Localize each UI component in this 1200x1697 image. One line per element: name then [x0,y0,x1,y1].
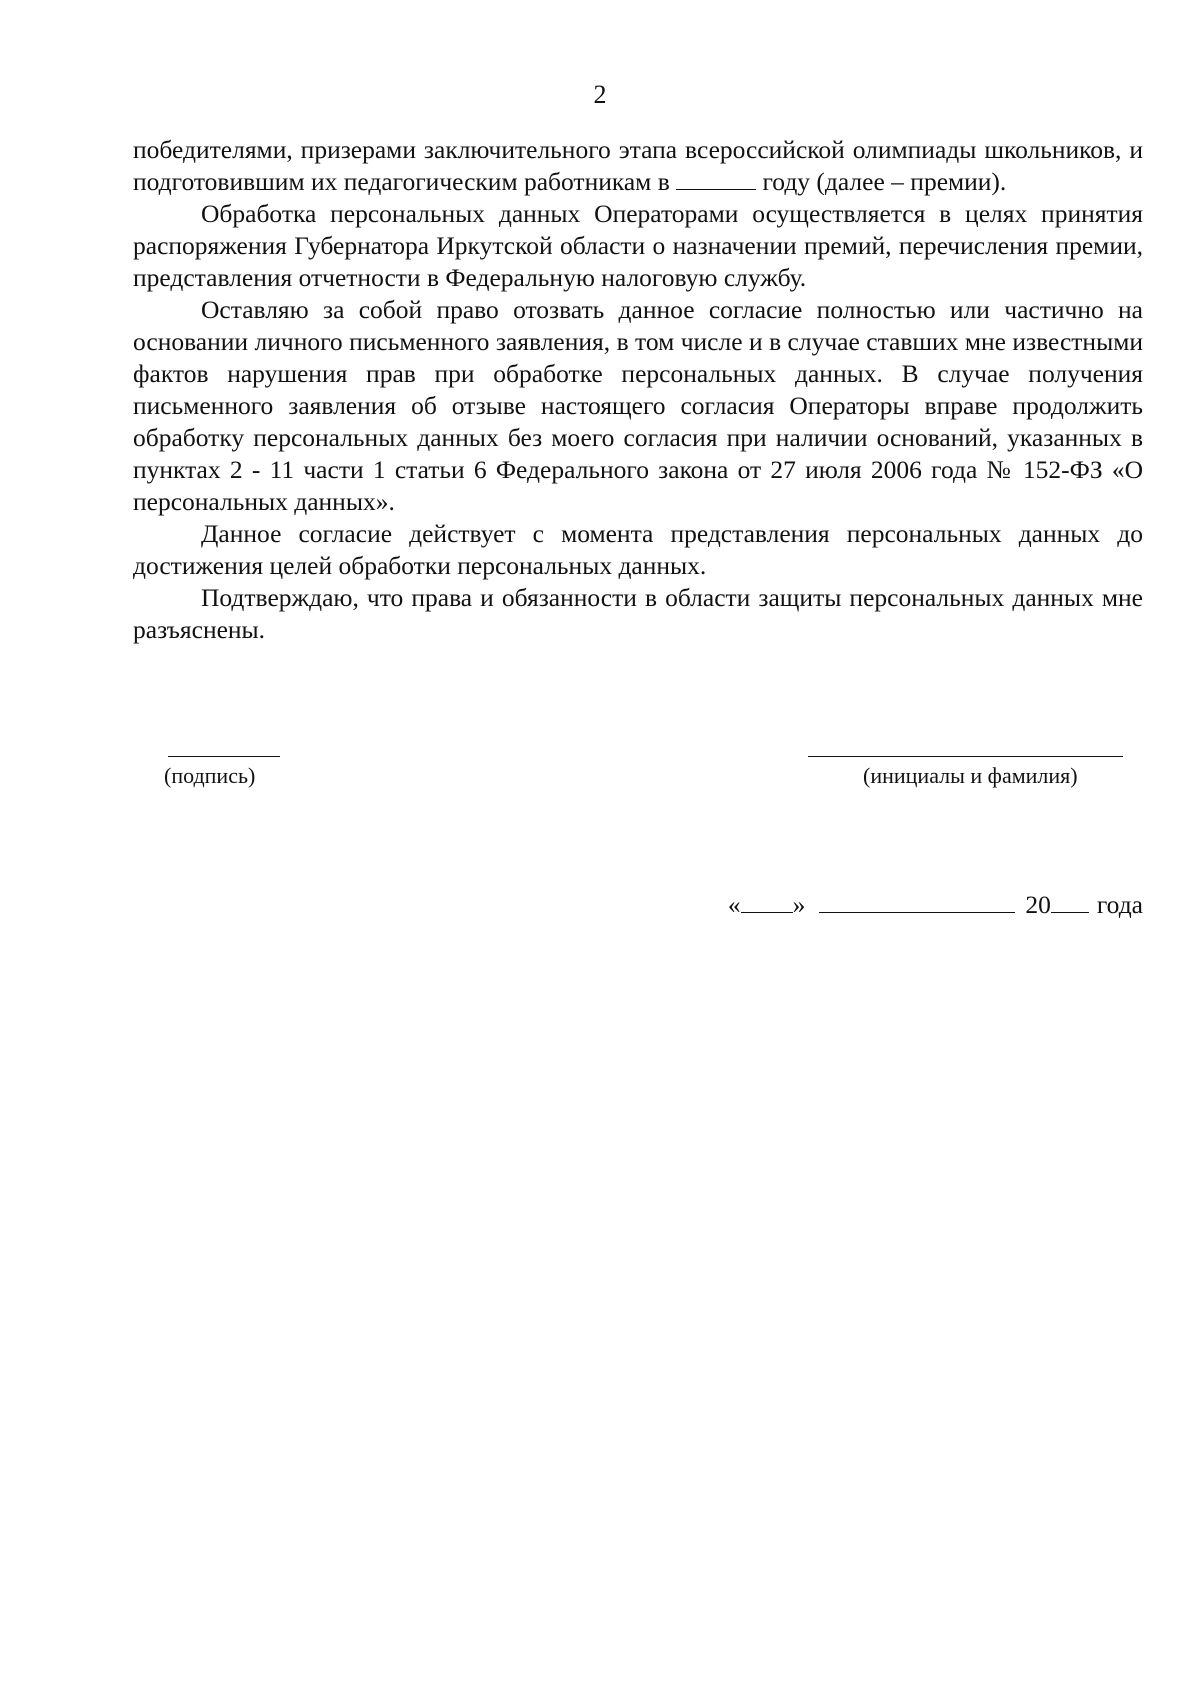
paragraph-1 [133,134,1143,198]
date-open-quote: « [727,890,741,919]
paragraph-1-text-start: победителями, призерами заключительного этапа всероссийской олимпиады школьников, и подготовившим их педагогическим работникам в [133,135,1143,196]
date-line [728,890,1143,920]
signature-caption: (подпись) [164,763,256,788]
date-close-quote: » [792,890,806,919]
name-block [808,756,1126,789]
paragraph-1-text-end: году (далее – премии). [756,167,1007,196]
name-line[interactable] [808,756,1123,757]
paragraph-4: Данное согласие действует с момента представления персональных данных до достижения целей обработки персональных данных. [133,519,1143,580]
date-century: 20 [1025,890,1051,919]
paragraph-2: Обработка персональных данных Операторами осуществляется в целях принятия распоряжения Губернатора Иркутской области о назначении премий, перечисления премии, представления отчетности в Федеральную налоговую службу. [133,199,1143,292]
signature-line[interactable] [168,756,280,757]
page-number: 2 [593,80,607,109]
year-suffix-blank-field[interactable] [1051,890,1089,913]
signature-block [164,756,276,789]
paragraph-5: Подтверждаю, что права и обязанности в области защиты персональных данных мне разъяснены. [133,583,1143,644]
month-blank-field[interactable] [819,890,1015,913]
paragraph-3: Оставляю за собой право отозвать данное согласие полностью или частично на основании личного письменного заявления, в том числе и в случае ставших мне известными фактов нарушения прав при обработке персональных данных. В случае получения письменного заявления об отзыве настоящего согласия Операторы вправе продолжить обработку персональных данных без моего согласия при наличии оснований, указанных в пунктах 2 - 11 части 1 статьи 6 Федерального закона от 27 июля 2006 года № 152-ФЗ «О персональных данных». [133,295,1143,516]
year-blank-field[interactable] [676,167,756,190]
date-year-word: года [1096,890,1143,919]
document-body [133,134,1143,646]
day-blank-field[interactable] [741,890,793,913]
name-caption: (инициалы и фамилия) [863,763,1078,788]
